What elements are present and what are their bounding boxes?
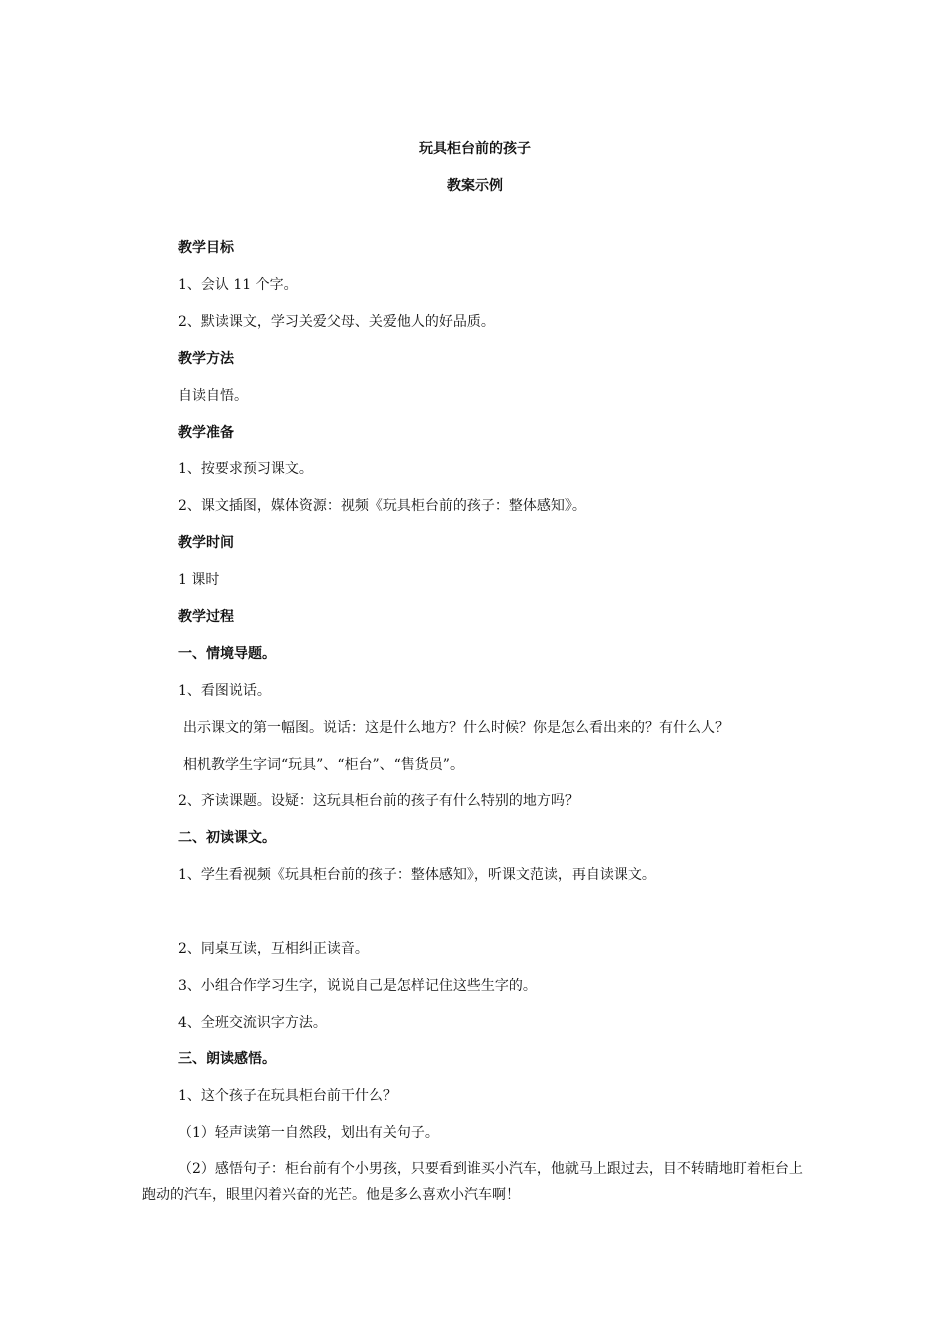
text-paragraph: （2）感悟句子：柜台前有个小男孩，只要看到谁买小汽车，他就马上跟过去，目不转睛地盯着柜台上跑动的汽车，眼里闪着兴奋的光芒。他是多么喜欢小汽车啊！ xyxy=(142,1161,803,1203)
text-line: 2、课文插图，媒体资源：视频《玩具柜台前的孩子：整体感知》。 xyxy=(178,498,586,514)
section-heading: 三、朗读感悟。 xyxy=(178,1051,276,1067)
section-heading: 一、情境导题。 xyxy=(178,646,276,662)
heading-preparation: 教学准备 xyxy=(178,425,234,441)
document-subtitle: 教案示例 xyxy=(447,178,503,194)
text-line: 2、同桌互读，互相纠正读音。 xyxy=(178,941,369,957)
text-line: 1、按要求预习课文。 xyxy=(178,461,313,477)
text-line: 2、齐读课题。设疑：这玩具柜台前的孩子有什么特别的地方吗？ xyxy=(178,793,579,809)
text-line: 1、这个孩子在玩具柜台前干什么？ xyxy=(178,1088,397,1104)
text-line: 自读自悟。 xyxy=(178,388,248,404)
heading-methods: 教学方法 xyxy=(178,351,234,367)
text-line: 1、会认 11 个字。 xyxy=(178,277,298,293)
heading-process: 教学过程 xyxy=(178,609,234,625)
text-line: 1、学生看视频《玩具柜台前的孩子：整体感知》，听课文范读，再自读课文。 xyxy=(178,867,656,883)
text-line: 2、默读课文，学习关爱父母、关爱他人的好品质。 xyxy=(178,314,495,330)
text-line: 1 课时 xyxy=(178,572,220,588)
text-line: 3、小组合作学习生字，说说自己是怎样记住这些生字的。 xyxy=(178,978,537,994)
text-line: 出示课文的第一幅图。说话：这是什么地方？什么时候？你是怎么看出来的？有什么人？ xyxy=(183,720,729,736)
heading-objectives: 教学目标 xyxy=(178,240,234,256)
document-title: 玩具柜台前的孩子 xyxy=(419,141,531,157)
section-heading: 二、初读课文。 xyxy=(178,830,276,846)
text-line: 相机教学生字词“玩具”、“柜台”、“售货员”。 xyxy=(183,757,464,773)
text-line: （1）轻声读第一自然段，划出有关句子。 xyxy=(178,1125,439,1141)
heading-time: 教学时间 xyxy=(178,535,234,551)
text-line: 4、全班交流识字方法。 xyxy=(178,1015,327,1031)
text-line: 1、看图说话。 xyxy=(178,683,271,699)
